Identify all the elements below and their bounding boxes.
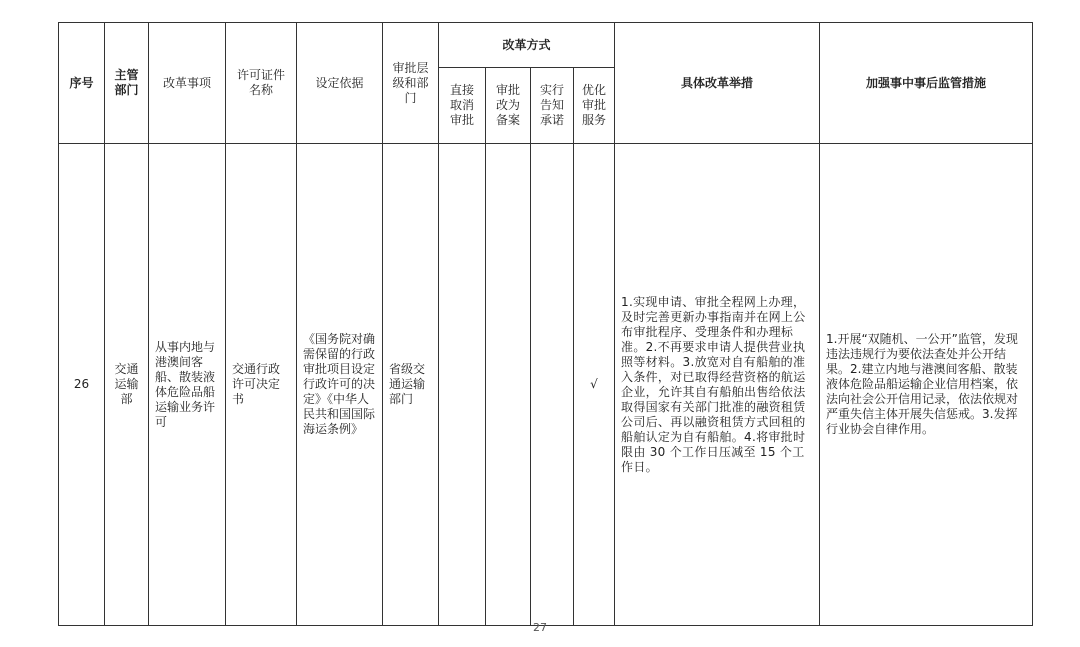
cell-mode-record [486,144,531,626]
cell-mode-optimize: √ [574,144,615,626]
header-mode-cancel: 直接取消审批 [439,68,486,144]
reform-table [58,22,1033,626]
header-mode-notify: 实行告知承诺 [531,68,574,144]
cell-basis: 《国务院对确需保留的行政审批项目设定行政许可的决定》《中华人民共和国国际海运条例》 [297,144,383,626]
header-level: 审批层级和部门 [383,23,439,144]
header-dept: 主管部门 [105,23,149,144]
cell-supervision: 1.开展“双随机、一公开”监管，发现违法违规行为要依法查处并公开结果。2.建立内地与港澳间客船、散装液体危险品船运输企业信用档案，依法向社会公开信用记录，依法依规对严重失信主体开展失信惩戒。3.发挥行业协会自律作用。 [820,144,1033,626]
page-number: 27 [533,621,547,634]
cell-mode-cancel [439,144,486,626]
header-reform-mode: 改革方式 [439,23,615,68]
header-item: 改革事项 [149,23,226,144]
header-mode-optimize: 优化审批服务 [574,68,615,144]
cell-level: 省级交通运输部门 [383,144,439,626]
header-supervision: 加强事中事后监管措施 [820,23,1033,144]
cell-item: 从事内地与港澳间客船、散装液体危险品船运输业务许可 [149,144,226,626]
cell-dept: 交通运输部 [105,144,149,626]
header-seq: 序号 [59,23,105,144]
cell-license: 交通行政许可决定书 [226,144,297,626]
cell-seq: 26 [59,144,105,626]
cell-measures: 1.实现申请、审批全程网上办理，及时完善更新办事指南并在网上公布审批程序、受理条件和办理标准。2.不再要求申请人提供营业执照等材料。3.放宽对自有船舶的准入条件，对已取得经营资格的航运企业，允许其自有船舶出售给依法取得国家有关部门批准的融资租赁公司后、再以融资租赁方式回租的船舶认定为自有船舶。4.将审批时限由 30 个工作日压减至 15 个工作日。 [615,144,820,626]
header-mode-record: 审批改为备案 [486,68,531,144]
header-license: 许可证件名称 [226,23,297,144]
header-measures: 具体改革举措 [615,23,820,144]
cell-mode-notify [531,144,574,626]
header-basis: 设定依据 [297,23,383,144]
